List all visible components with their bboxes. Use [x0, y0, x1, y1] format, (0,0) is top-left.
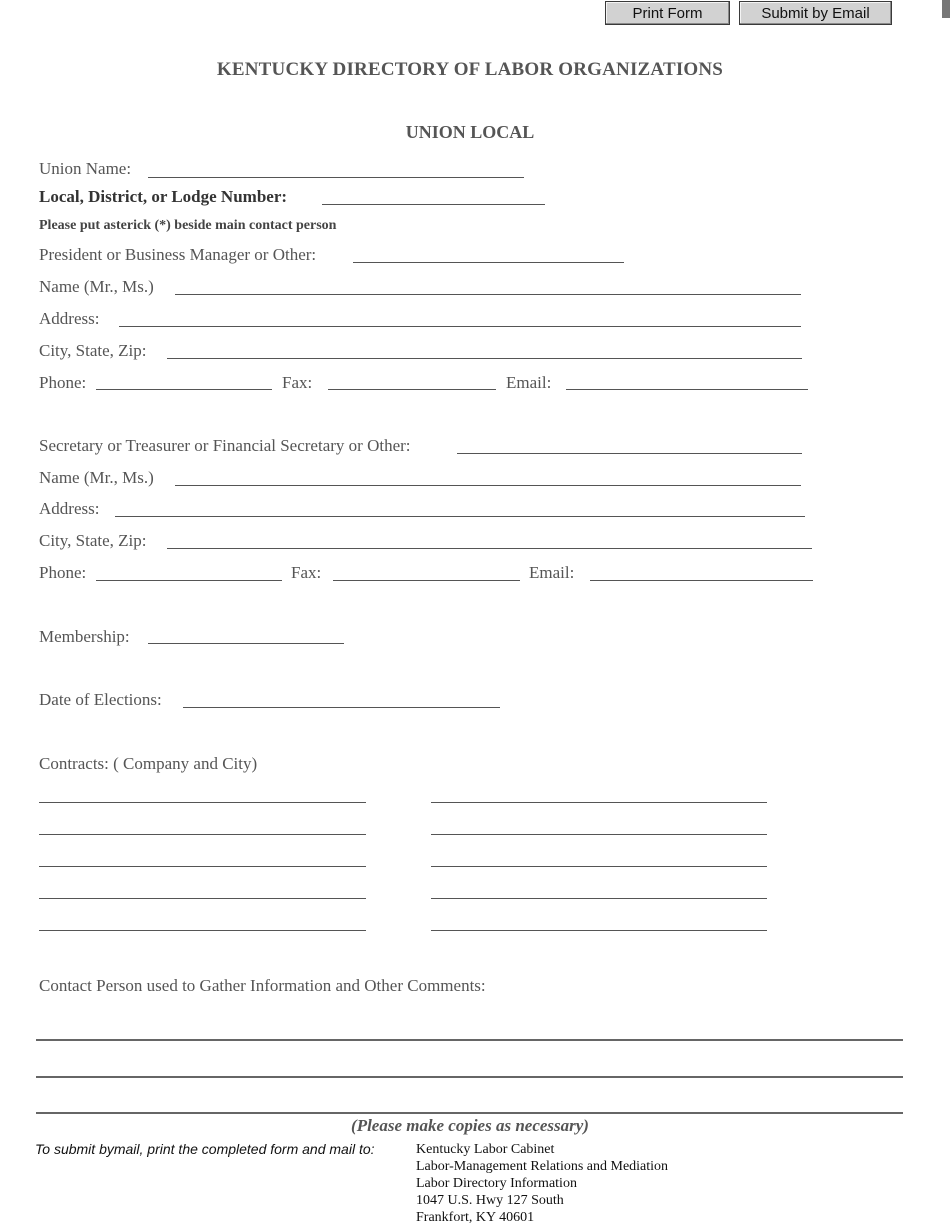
contact-comments-label: Contact Person used to Gather Information and Other Comments: [39, 976, 486, 995]
president-title-field[interactable] [353, 262, 624, 263]
secretary-address-label: Address: [39, 499, 100, 518]
address-line: Labor-Management Relations and Mediation [416, 1159, 669, 1174]
secretary-email-label: Email: [529, 563, 575, 582]
president-name-field[interactable] [175, 294, 801, 295]
contract-field-right-1[interactable] [431, 802, 767, 803]
secretary-address-field[interactable] [115, 516, 805, 517]
president-name-label: Name (Mr., Ms.) [39, 277, 154, 296]
copies-note: (Please make copies as necessary) [351, 1116, 589, 1135]
membership-field[interactable] [148, 643, 344, 644]
contract-field-right-5[interactable] [431, 930, 767, 931]
address-line: 1047 U.S. Hwy 127 South [416, 1193, 564, 1208]
local-number-label: Local, District, or Lodge Number: [39, 187, 288, 206]
asterisk-note: Please put asterick (*) beside main contact person [39, 218, 337, 233]
secretary-city-field[interactable] [167, 548, 812, 549]
president-phone-label: Phone: [39, 373, 87, 392]
secretary-phone-label: Phone: [39, 563, 87, 582]
president-email-field[interactable] [566, 389, 808, 390]
contract-field-right-4[interactable] [431, 898, 767, 899]
secretary-city-label: City, State, Zip: [39, 531, 147, 550]
secretary-fax-label: Fax: [291, 563, 322, 582]
print-form-button[interactable]: Print Form [605, 1, 730, 25]
president-address-field[interactable] [119, 326, 801, 327]
secretary-name-field[interactable] [175, 485, 801, 486]
contract-field-left-1[interactable] [39, 802, 366, 803]
secretary-fax-field[interactable] [333, 580, 520, 581]
submit-by-email-button[interactable]: Submit by Email [739, 1, 892, 25]
president-email-label: Email: [506, 373, 552, 392]
contract-field-left-3[interactable] [39, 866, 366, 867]
president-phone-field[interactable] [96, 389, 272, 390]
secretary-title-field[interactable] [457, 453, 802, 454]
mail-instruction: To submit bymail, print the completed form and mail to: [35, 1141, 375, 1157]
page-title: KENTUCKY DIRECTORY OF LABOR ORGANIZATIONS [216, 59, 724, 80]
comments-field-2[interactable] [36, 1076, 903, 1078]
president-address-label: Address: [39, 309, 100, 328]
secretary-name-label: Name (Mr., Ms.) [39, 468, 154, 487]
comments-field-3[interactable] [36, 1112, 903, 1114]
secretary-email-field[interactable] [590, 580, 813, 581]
union-name-label: Union Name: [39, 159, 132, 178]
secretary-phone-field[interactable] [96, 580, 282, 581]
president-fax-label: Fax: [282, 373, 313, 392]
contract-field-right-3[interactable] [431, 866, 767, 867]
president-fax-field[interactable] [328, 389, 496, 390]
contract-field-left-5[interactable] [39, 930, 366, 931]
union-name-field[interactable] [148, 177, 524, 178]
president-title-label: President or Business Manager or Other: [39, 245, 317, 264]
local-number-field[interactable] [322, 204, 545, 205]
address-line: Frankfort, KY 40601 [416, 1210, 535, 1225]
page-subtitle: UNION LOCAL [405, 122, 535, 142]
contracts-label: Contracts: ( Company and City) [39, 754, 258, 773]
contract-field-right-2[interactable] [431, 834, 767, 835]
comments-field-1[interactable] [36, 1039, 903, 1041]
president-city-field[interactable] [167, 358, 802, 359]
date-of-elections-field[interactable] [183, 707, 500, 708]
contract-field-left-2[interactable] [39, 834, 366, 835]
president-city-label: City, State, Zip: [39, 341, 147, 360]
mailing-address [416, 1141, 668, 1226]
address-line: Labor Directory Information [416, 1176, 577, 1191]
address-line: Kentucky Labor Cabinet [416, 1142, 555, 1157]
membership-label: Membership: [39, 627, 130, 646]
contract-field-left-4[interactable] [39, 898, 366, 899]
secretary-title-label: Secretary or Treasurer or Financial Secretary or Other: [39, 436, 411, 455]
scrollbar-edge [942, 0, 950, 18]
date-of-elections-label: Date of Elections: [39, 690, 162, 709]
